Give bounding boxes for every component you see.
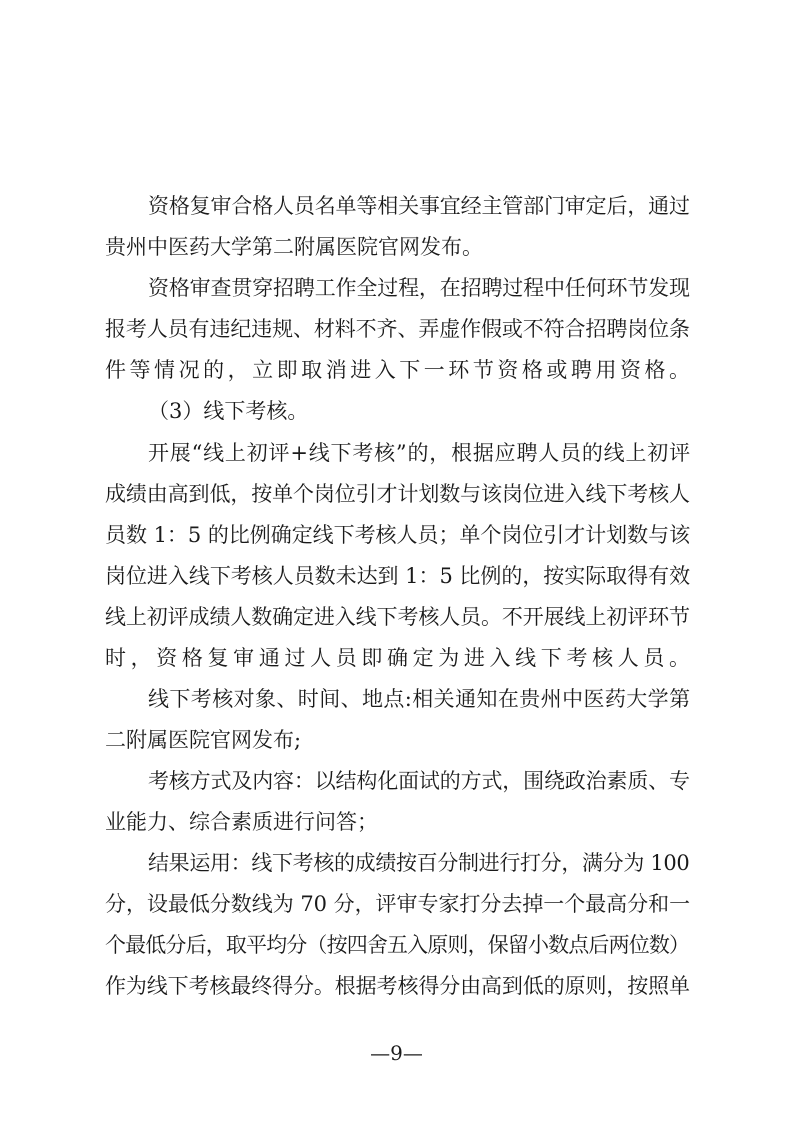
paragraph-line: 资格审查贯穿招聘工作全过程，在招聘过程中任何环节发现 — [148, 276, 690, 300]
text-line — [0, 232, 793, 262]
text-line — [0, 643, 793, 673]
paragraph-line: 员数 1：5 的比例确定线下考核人员；单个岗位引才计划数与该 — [105, 523, 691, 547]
paragraph-line: 分，设最低分数线为 70 分，评审专家打分去掉一个最高分和一 — [105, 892, 691, 916]
text-line — [0, 314, 793, 344]
text-line — [0, 930, 793, 960]
paragraph-line: 业能力、综合素质进行问答； — [105, 810, 378, 834]
paragraph-line: 个最低分后，取平均分（按四舍五入原则，保留小数点后两位数） — [105, 933, 690, 957]
paragraph-line: 开展“线上初评+线下考核”的，根据应聘人员的线上初评 — [148, 441, 691, 465]
text-line — [0, 355, 793, 385]
text-line — [0, 561, 793, 591]
paragraph-line: 时，资格复审通过人员即确定为进入线下考核人员。 — [105, 646, 695, 670]
text-line — [0, 971, 793, 1001]
paragraph-line: 报考人员有违纪违规、材料不齐、弄虚作假或不符合招聘岗位条 — [105, 317, 690, 341]
text-line — [0, 684, 793, 714]
text-line — [0, 848, 793, 878]
text-line — [0, 807, 793, 837]
paragraph-line: 结果运用：线下考核的成绩按百分制进行打分，满分为 100 — [148, 851, 690, 875]
text-line — [0, 725, 793, 755]
text-line — [0, 396, 793, 426]
paragraph-line: 贵州中医药大学第二附属医院官网发布。 — [105, 235, 483, 259]
text-line — [0, 602, 793, 632]
paragraph-line: 线下考核对象、时间、地点:相关通知在贵州中医药大学第 — [148, 687, 691, 711]
paragraph-line: 件等情况的，立即取消进入下一环节资格或聘用资格。 — [105, 358, 694, 382]
paragraph-line: 资格复审合格人员名单等相关事宜经主管部门审定后，通过 — [148, 194, 690, 218]
text-line — [0, 889, 793, 919]
page-number: —9— — [370, 1041, 423, 1065]
section-heading: （3）线下考核。 — [148, 399, 309, 423]
paragraph-line: 考核方式及内容：以结构化面试的方式，围绕政治素质、专 — [148, 769, 690, 793]
text-line — [0, 273, 793, 303]
paragraph-line: 线上初评成绩人数确定进入线下考核人员。不开展线上初评环节 — [105, 605, 690, 629]
text-line — [0, 191, 793, 221]
paragraph-line: 成绩由高到低，按单个岗位引才计划数与该岗位进入线下考核人 — [105, 482, 690, 506]
text-line — [0, 766, 793, 796]
text-line — [0, 520, 793, 550]
paragraph-line: 岗位进入线下考核人员数未达到 1：5 比例的，按实际取得有效 — [105, 564, 691, 588]
text-line — [0, 438, 793, 468]
paragraph-line: 二附属医院官网发布; — [105, 728, 302, 752]
paragraph-line: 作为线下考核最终得分。根据考核得分由高到低的原则，按照单 — [105, 974, 690, 998]
text-line — [0, 479, 793, 509]
